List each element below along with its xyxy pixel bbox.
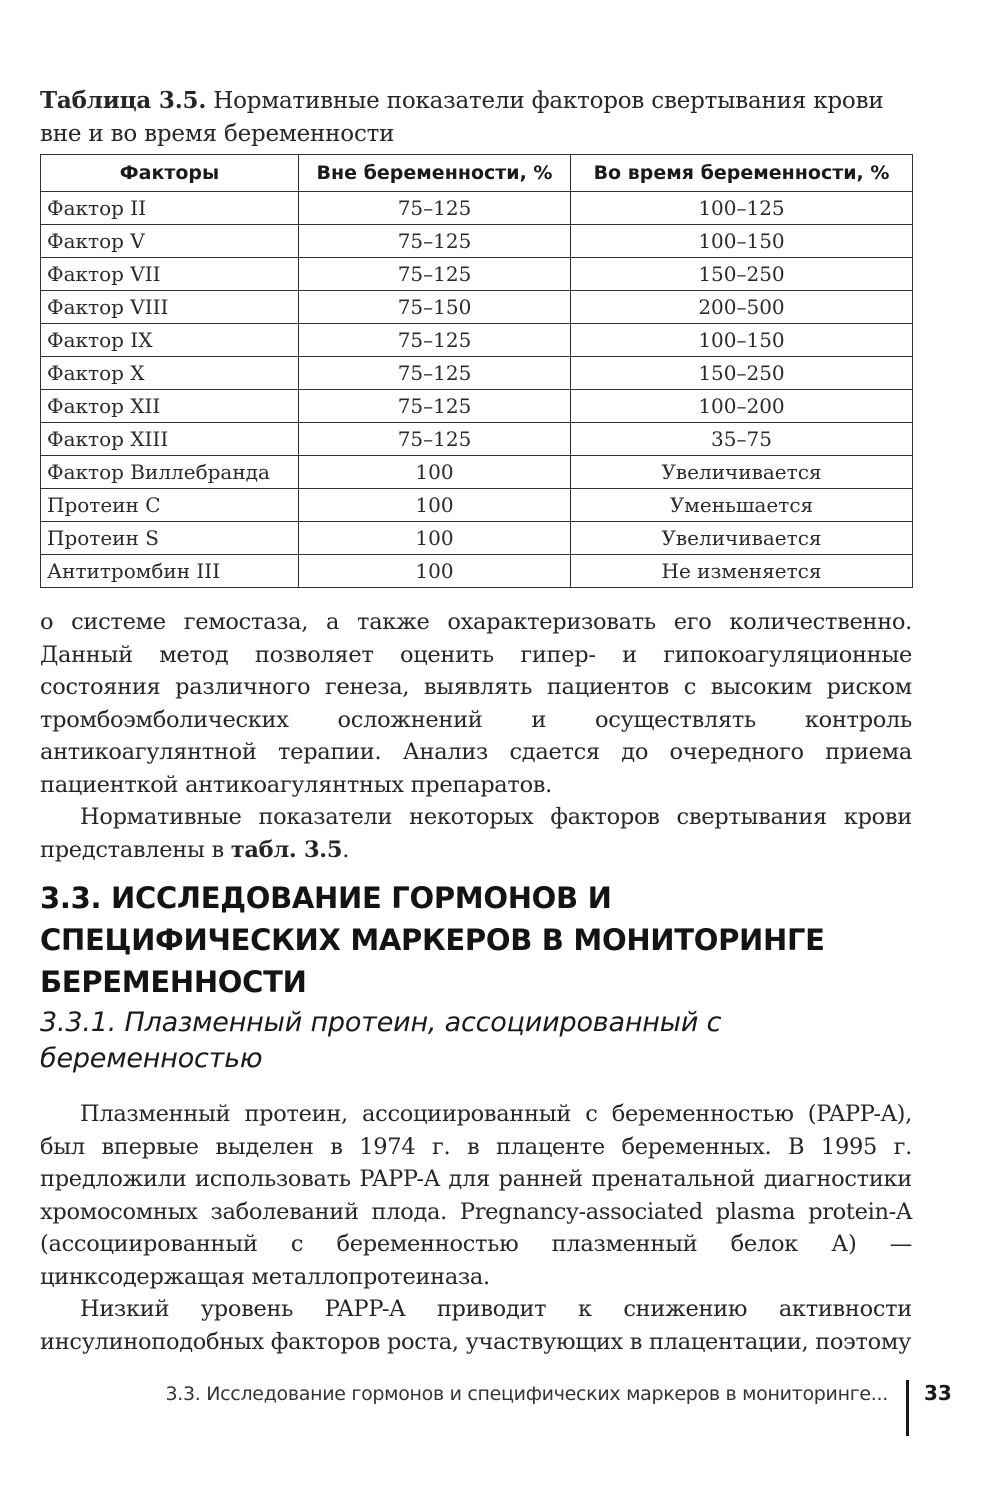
table-caption-text: Нормативные показатели факторов свертывания крови вне и во время беременности xyxy=(40,88,884,147)
factor-name-cell: Протеин С xyxy=(41,489,299,522)
paragraph-end: . xyxy=(342,836,350,863)
table-row xyxy=(41,192,913,225)
pregnant-value-cell: Не изменяется xyxy=(571,555,913,588)
factor-name-cell: Фактор X xyxy=(41,357,299,390)
factor-name-cell: Фактор VIII xyxy=(41,291,299,324)
pregnant-value-cell: Увеличивается xyxy=(571,456,913,489)
non-pregnant-value-cell: 75–125 xyxy=(299,225,571,258)
subsection-heading: 3.3.1. Плазменный протеин, ассоциированный с беременностью xyxy=(40,1007,722,1074)
table-caption xyxy=(40,84,920,151)
non-pregnant-value-cell: 75–125 xyxy=(299,357,571,390)
pregnant-value-cell: Уменьшается xyxy=(571,489,913,522)
non-pregnant-value-cell: 75–125 xyxy=(299,192,571,225)
non-pregnant-value-cell: 75–150 xyxy=(299,291,571,324)
factor-name-cell: Протеин S xyxy=(41,522,299,555)
table-row xyxy=(41,324,913,357)
factor-name-cell: Антитромбин III xyxy=(41,555,299,588)
pregnant-value-cell: 150–250 xyxy=(571,258,913,291)
table-row xyxy=(41,357,913,390)
table-row xyxy=(41,489,913,522)
factor-name-cell: Фактор XIII xyxy=(41,423,299,456)
column-header-non-pregnant: Вне беременности, % xyxy=(299,155,571,192)
factor-name-cell: Фактор Виллебранда xyxy=(41,456,299,489)
non-pregnant-value-cell: 100 xyxy=(299,555,571,588)
table-row xyxy=(41,522,913,555)
table-row xyxy=(41,456,913,489)
table-header-row xyxy=(41,155,913,192)
column-header-pregnant: Во время беременности, % xyxy=(571,155,913,192)
pregnant-value-cell: 100–150 xyxy=(571,324,913,357)
pregnant-value-cell: 200–500 xyxy=(571,291,913,324)
factor-name-cell: Фактор VII xyxy=(41,258,299,291)
page-number: 33 xyxy=(924,1381,952,1405)
non-pregnant-value-cell: 100 xyxy=(299,522,571,555)
text-block-hemostasis xyxy=(40,606,912,866)
non-pregnant-value-cell: 100 xyxy=(299,489,571,522)
factor-name-cell: Фактор V xyxy=(41,225,299,258)
factor-name-cell: Фактор XII xyxy=(41,390,299,423)
table-row xyxy=(41,390,913,423)
non-pregnant-value-cell: 75–125 xyxy=(299,390,571,423)
pregnant-value-cell: 100–125 xyxy=(571,192,913,225)
pregnant-value-cell: 100–150 xyxy=(571,225,913,258)
paragraph: Плазменный протеин, ассоциированный с беременностью (PAPP-A), был впервые выделен в 1974 г. в плаценте беременных. В 1995 г. предложили использовать PAPP-A для ранней пренатальной диагностики хромосомных заболеваний плода. Pregnancy-associated plasma protein-A (ассоциированный с беременностью плазменный белок А) — цинксодержащая металлопротеиназа. xyxy=(40,1101,912,1290)
table-row xyxy=(41,291,913,324)
table-row xyxy=(41,555,913,588)
table-reference-link[interactable]: табл. 3.5 xyxy=(230,836,343,863)
table-row xyxy=(41,258,913,291)
paragraph: о системе гемостаза, а также охарактеризовать его количественно. Данный метод позволяет оценить гипер- и гипокоагуляционные состояния различного генеза, выявлять пациентов с высоким риском тромбоэмболических осложнений и осуществлять контроль антикоагулянтной терапии. Анализ сдается до очередного приема пациенткой антикоагулянтных препаратов. xyxy=(40,609,912,798)
factor-name-cell: Фактор IX xyxy=(41,324,299,357)
paragraph-table-reference xyxy=(40,801,912,866)
pregnant-value-cell: 150–250 xyxy=(571,357,913,390)
table-row xyxy=(41,225,913,258)
paragraph: Низкий уровень PAPP-A приводит к снижению активности инсулиноподобных факторов роста, участвующих в плацентации, поэтому xyxy=(40,1296,912,1355)
column-header-factors: Факторы xyxy=(41,155,299,192)
paragraph-text: Нормативные показатели некоторых факторов свертывания крови представлены в xyxy=(40,804,912,863)
footer-divider xyxy=(906,1380,909,1436)
running-footer-title: 3.3. Исследование гормонов и специфических маркеров в мониторинге... xyxy=(165,1383,888,1405)
factor-name-cell: Фактор II xyxy=(41,192,299,225)
non-pregnant-value-cell: 75–125 xyxy=(299,423,571,456)
table-row xyxy=(41,423,913,456)
coagulation-factors-table xyxy=(40,154,913,588)
non-pregnant-value-cell: 75–125 xyxy=(299,258,571,291)
non-pregnant-value-cell: 100 xyxy=(299,456,571,489)
pregnant-value-cell: Увеличивается xyxy=(571,522,913,555)
table-caption-label: Таблица 3.5. xyxy=(40,87,207,114)
text-block-papp-a xyxy=(40,1098,912,1358)
pregnant-value-cell: 100–200 xyxy=(571,390,913,423)
non-pregnant-value-cell: 75–125 xyxy=(299,324,571,357)
section-heading: 3.3. ИССЛЕДОВАНИЕ ГОРМОНОВ И СПЕЦИФИЧЕСКИХ МАРКЕРОВ В МОНИТОРИНГЕ БЕРЕМЕННОСТИ xyxy=(40,881,825,999)
pregnant-value-cell: 35–75 xyxy=(571,423,913,456)
